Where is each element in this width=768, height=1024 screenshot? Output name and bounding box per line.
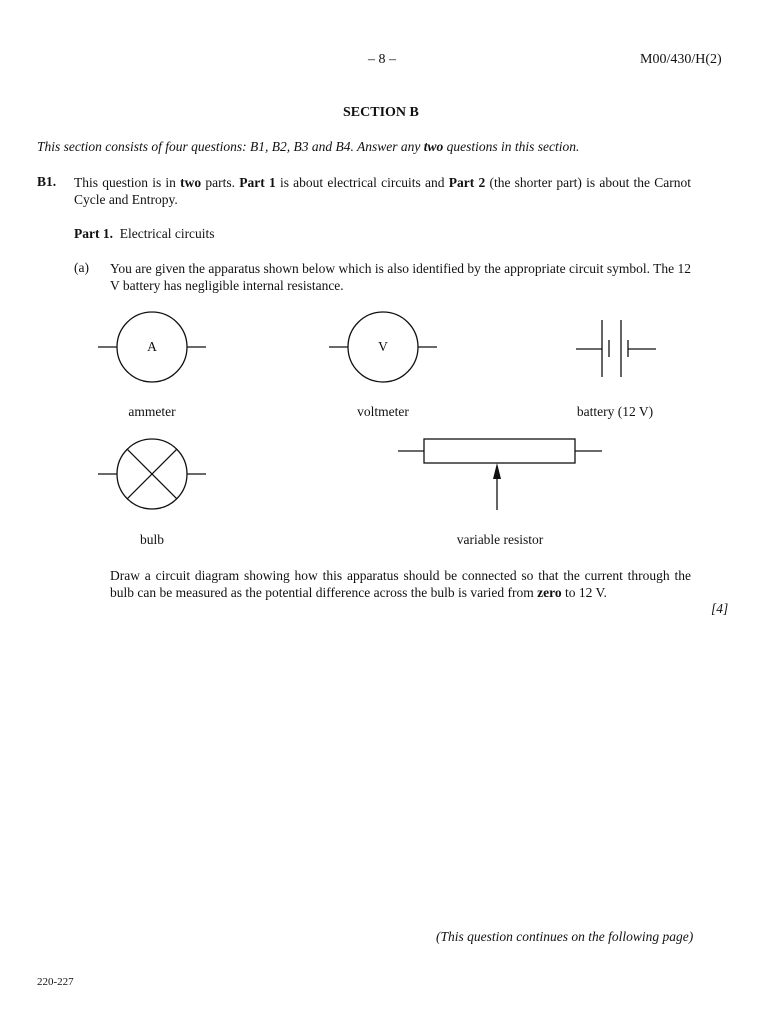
section-intro-text-2: questions in this section. bbox=[443, 139, 580, 154]
task-text bbox=[110, 567, 691, 601]
section-intro-text-1: This section consists of four questions: B1, B2, B3 and B4. Answer any bbox=[37, 139, 424, 154]
voltmeter-letter: V bbox=[378, 339, 388, 354]
ammeter-letter: A bbox=[147, 339, 157, 354]
ammeter-label: ammeter bbox=[128, 404, 176, 419]
task-bold-zero: zero bbox=[537, 585, 562, 600]
footer-code: 220-227 bbox=[37, 976, 74, 988]
q-text-g: (the shorter part) is about the Carnot Cycle and Entropy. bbox=[74, 175, 692, 207]
variable-resistor-label: variable resistor bbox=[456, 532, 544, 547]
bulb-label: bulb bbox=[139, 532, 164, 547]
sub-question-label: (a) bbox=[74, 260, 89, 275]
q-bold-part1: Part 1 bbox=[239, 175, 276, 190]
q-text-c: parts. bbox=[201, 175, 240, 190]
voltmeter-label: voltmeter bbox=[357, 404, 409, 419]
section-intro-bold: two bbox=[423, 139, 444, 154]
task-text-a: Draw a circuit diagram showing how this apparatus should be connected so that the current through the bulb can be measured as the potential difference across the bulb is varied from bbox=[110, 568, 691, 600]
paper-code: M00/430/H(2) bbox=[640, 52, 722, 67]
part-label: Part 1. bbox=[74, 226, 113, 241]
q-bold-part2: Part 2 bbox=[448, 175, 486, 190]
battery-symbol bbox=[576, 320, 656, 377]
bulb-symbol bbox=[98, 439, 206, 509]
continues-note: (This question continues on the following page) bbox=[436, 929, 694, 944]
page-number: – 8 – bbox=[368, 52, 396, 67]
q-text-a: This question is in bbox=[74, 175, 181, 190]
section-title: SECTION B bbox=[343, 105, 419, 120]
variable-resistor-symbol bbox=[398, 439, 602, 510]
q-bold-two: two bbox=[180, 175, 202, 190]
task-text-b: to 12 V. bbox=[561, 585, 607, 600]
marks-indicator: [4] bbox=[711, 601, 729, 616]
battery-label: battery (12 V) bbox=[576, 404, 654, 419]
sub-question-text: You are given the apparatus shown below which is also identified by the appropriate circuit symbol. The 12 V battery has negligible internal resistance. bbox=[110, 261, 692, 293]
resistor-arrow-head bbox=[493, 463, 501, 479]
part-title: Electrical circuits bbox=[119, 226, 215, 241]
q-text-e: is about electrical circuits and bbox=[275, 175, 449, 190]
question-number: B1. bbox=[37, 174, 57, 189]
